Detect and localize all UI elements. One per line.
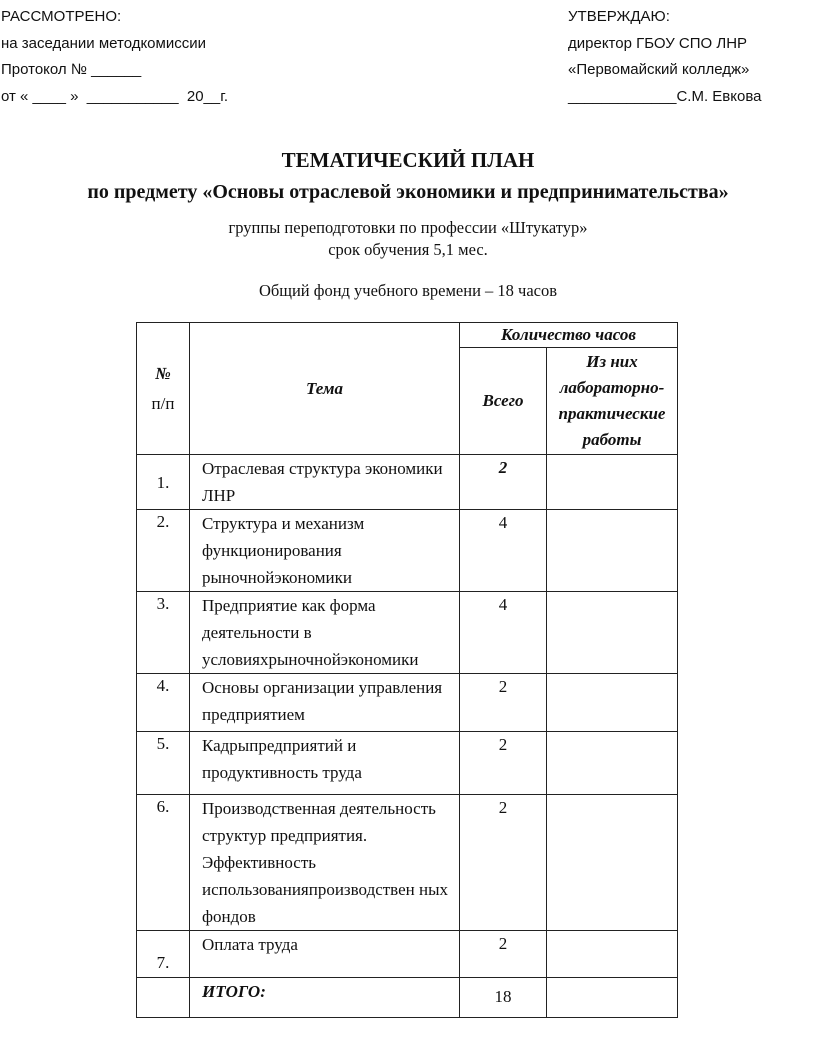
thematic-plan-table (136, 322, 678, 1018)
considered-heading: РАССМОТРЕНО: (1, 8, 122, 25)
document-group: группы переподготовки по профессии «Штукатур» (228, 218, 588, 237)
document-total-fund: Общий фонд учебного времени – 18 часов (258, 281, 558, 300)
row-number: 6. (137, 795, 190, 931)
header-lab: Из них лабораторно-практические работы (547, 348, 678, 455)
table-row (137, 795, 678, 931)
row-topic: Структура и механизм функционирования рыночнойэкономики (190, 510, 460, 592)
header-total: Всего (460, 348, 547, 455)
row-topic: Предприятие как форма деятельности в условияхрыночнойэкономики (190, 592, 460, 674)
row-hours: 2 (460, 674, 547, 732)
row-lab (547, 732, 678, 795)
approve-position: директор ГБОУ СПО ЛНР (568, 34, 748, 52)
row-topic: Производственная деятельность структур предприятия. Эффективность использованияпроизводствен ных фондов (190, 795, 460, 931)
row-lab (547, 674, 678, 732)
table-row (137, 510, 678, 592)
row-hours: 2 (460, 795, 547, 931)
row-hours: 2 (460, 455, 547, 510)
table-row (137, 674, 678, 732)
header-number (137, 323, 190, 455)
approve-signature: _____________С.М. Евкова (568, 87, 762, 105)
header-topic: Тема (190, 323, 460, 455)
row-number: 1. (137, 455, 190, 510)
total-label: ИТОГО: (190, 978, 460, 1018)
table-row (137, 455, 678, 510)
row-topic: Кадрыпредприятий и продуктивность труда (190, 732, 460, 795)
table-row (137, 592, 678, 674)
row-hours: 4 (460, 510, 547, 592)
table-row (137, 931, 678, 978)
total-number (137, 978, 190, 1018)
approval-block-approve (568, 4, 761, 110)
document-subject: по предмету «Основы отраслевой экономики и предпринимательства» (87, 181, 729, 203)
header-number-label: п/п (151, 393, 175, 413)
row-number: 7. (137, 931, 190, 978)
header-hours: Количество часов (460, 323, 678, 348)
row-hours: 2 (460, 732, 547, 795)
row-lab (547, 931, 678, 978)
row-number: 5. (137, 732, 190, 795)
total-hours: 18 (460, 978, 547, 1018)
header-number-symbol: № (155, 363, 171, 383)
considered-date: от « ____ » ___________ 20__г. (1, 87, 229, 105)
row-number: 2. (137, 510, 190, 592)
row-topic: Оплата труда (190, 931, 460, 978)
table-row (137, 732, 678, 795)
row-lab (547, 510, 678, 592)
row-hours: 4 (460, 592, 547, 674)
row-topic: Отраслевая структура экономики ЛНР (190, 455, 460, 510)
document-term: срок обучения 5,1 мес. (328, 240, 488, 259)
row-topic: Основы организации управления предприятием (190, 674, 460, 732)
considered-committee: на заседании методкомиссии (1, 34, 206, 52)
approval-block-considered (1, 4, 228, 110)
document-title: ТЕМАТИЧЕСКИЙ ПЛАН (281, 148, 535, 172)
considered-protocol: Протокол № ______ (1, 61, 142, 78)
row-number: 3. (137, 592, 190, 674)
total-lab (547, 978, 678, 1018)
approve-heading: УТВЕРЖДАЮ: (568, 8, 670, 25)
row-lab (547, 455, 678, 510)
row-lab (547, 592, 678, 674)
row-number: 4. (137, 674, 190, 732)
table-row-total (137, 978, 678, 1018)
approve-organization: «Первомайский колледж» (568, 61, 750, 78)
row-lab (547, 795, 678, 931)
row-hours: 2 (460, 931, 547, 978)
